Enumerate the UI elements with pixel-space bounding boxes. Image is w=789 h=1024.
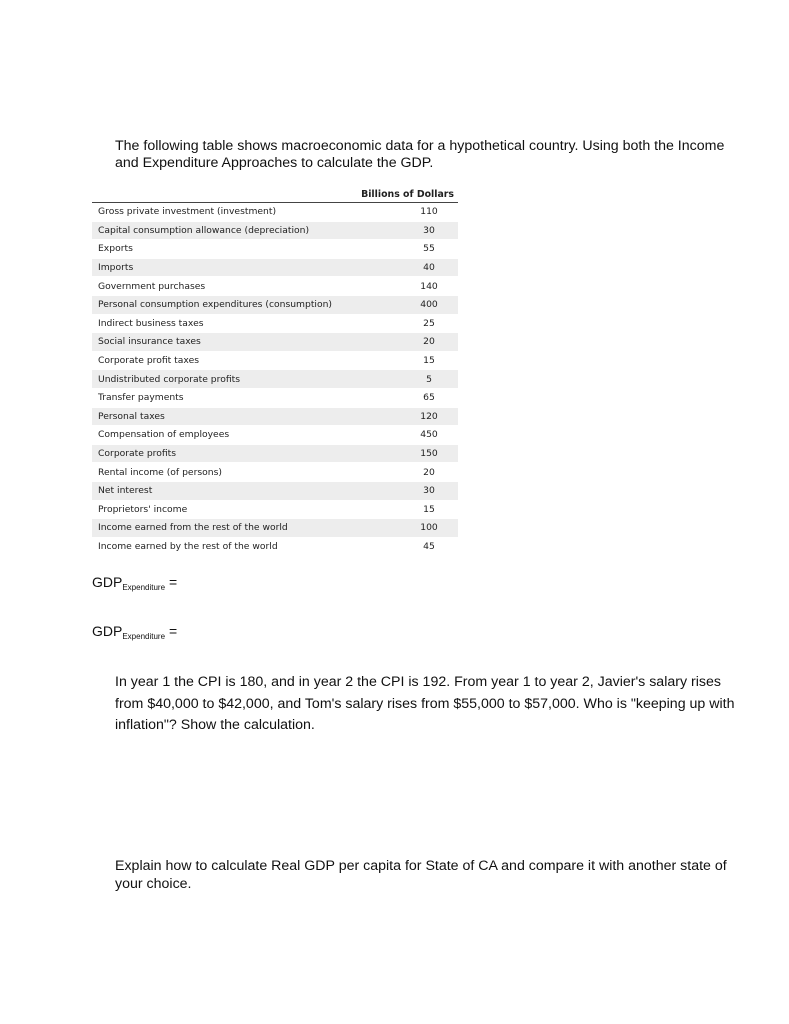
row-value: 400	[420, 299, 438, 311]
row-value-cell	[342, 351, 458, 370]
table-row	[92, 351, 458, 370]
table-row	[92, 370, 458, 389]
row-value: 450	[420, 429, 438, 441]
row-label: Income earned by the rest of the world	[92, 537, 342, 556]
row-value-cell	[342, 388, 458, 407]
table-row	[92, 240, 458, 259]
table-row	[92, 203, 458, 222]
row-value: 5	[426, 373, 432, 385]
row-label: Undistributed corporate profits	[92, 370, 342, 389]
row-value: 20	[423, 336, 435, 348]
gdp-equals: =	[168, 574, 178, 590]
gdp-subscript: Expenditure	[122, 632, 166, 641]
row-value: 15	[423, 355, 435, 367]
row-value-cell	[342, 370, 458, 389]
row-value-cell	[342, 295, 458, 314]
table-row	[92, 333, 458, 352]
table-row	[92, 314, 458, 333]
table-row	[92, 500, 458, 519]
cpi-question: In year 1 the CPI is 180, and in year 2 the CPI is 192. From year 1 to year 2, Javier's salary rises from $40,000 to $42,000, and Tom's salary rises from $55,000 to $57,000. Who is "keeping up with inflation"? Show the calculation.	[115, 674, 735, 733]
row-label: Compensation of employees	[92, 426, 342, 445]
row-value-cell	[342, 481, 458, 500]
row-label: Personal taxes	[92, 407, 342, 426]
gdp-expenditure-line-2	[92, 623, 177, 641]
row-label: Income earned from the rest of the world	[92, 519, 342, 538]
row-value-cell	[342, 333, 458, 352]
row-value: 30	[423, 224, 435, 236]
row-value-cell	[342, 277, 458, 296]
table-body	[92, 203, 458, 556]
row-label: Proprietors' income	[92, 500, 342, 519]
row-value: 100	[420, 522, 438, 534]
real-gdp-question: Explain how to calculate Real GDP per capita for State of CA and compare it with another state of your choice.	[115, 858, 727, 892]
table-row	[92, 388, 458, 407]
table-row	[92, 519, 458, 538]
row-value-cell	[342, 463, 458, 482]
row-value-cell	[342, 258, 458, 277]
row-label: Personal consumption expenditures (consumption)	[92, 295, 342, 314]
table-row	[92, 444, 458, 463]
row-value-cell	[342, 537, 458, 556]
row-label: Exports	[92, 240, 342, 259]
macro-data-table-container	[92, 187, 458, 556]
table-row	[92, 481, 458, 500]
table-row	[92, 277, 458, 296]
row-label: Rental income (of persons)	[92, 463, 342, 482]
row-value: 150	[420, 448, 438, 460]
row-value-cell	[342, 407, 458, 426]
row-value: 20	[423, 466, 435, 478]
row-label: Indirect business taxes	[92, 314, 342, 333]
row-label: Capital consumption allowance (depreciation)	[92, 221, 342, 240]
row-value: 40	[423, 262, 435, 274]
gdp-label: GDP	[92, 623, 123, 639]
table-row	[92, 221, 458, 240]
row-value-cell	[342, 519, 458, 538]
gdp-label: GDP	[92, 574, 123, 590]
row-label: Imports	[92, 258, 342, 277]
row-value-cell	[342, 221, 458, 240]
row-label: Corporate profit taxes	[92, 351, 342, 370]
row-value-cell	[342, 314, 458, 333]
row-label: Government purchases	[92, 277, 342, 296]
row-label: Social insurance taxes	[92, 333, 342, 352]
gdp-equals: =	[168, 623, 178, 639]
table-header-billions: Billions of Dollars	[342, 187, 458, 203]
row-value: 45	[423, 540, 435, 552]
row-label: Gross private investment (investment)	[92, 203, 342, 222]
table-row	[92, 295, 458, 314]
row-label: Transfer payments	[92, 388, 342, 407]
row-value-cell	[342, 426, 458, 445]
table-row	[92, 426, 458, 445]
row-value: 55	[423, 243, 435, 255]
row-value: 140	[420, 280, 438, 292]
row-value-cell	[342, 203, 458, 222]
table-row	[92, 463, 458, 482]
row-value: 15	[423, 503, 435, 515]
table-header-row	[92, 187, 458, 203]
row-label: Net interest	[92, 481, 342, 500]
table-row	[92, 407, 458, 426]
row-value: 25	[423, 317, 435, 329]
gdp-expenditure-line-1	[92, 574, 177, 592]
row-value-cell	[342, 500, 458, 519]
intro-paragraph: The following table shows macroeconomic data for a hypothetical country. Using both the Income and Expenditure Approaches to calculate the GDP.	[115, 138, 725, 171]
row-value: 110	[420, 206, 438, 218]
row-label: Corporate profits	[92, 444, 342, 463]
row-value: 30	[423, 485, 435, 497]
table-row	[92, 258, 458, 277]
row-value: 65	[423, 392, 435, 404]
row-value-cell	[342, 444, 458, 463]
row-value: 120	[420, 410, 438, 422]
table-row	[92, 537, 458, 556]
gdp-subscript: Expenditure	[122, 583, 166, 592]
macro-data-table	[92, 187, 458, 556]
row-value-cell	[342, 240, 458, 259]
